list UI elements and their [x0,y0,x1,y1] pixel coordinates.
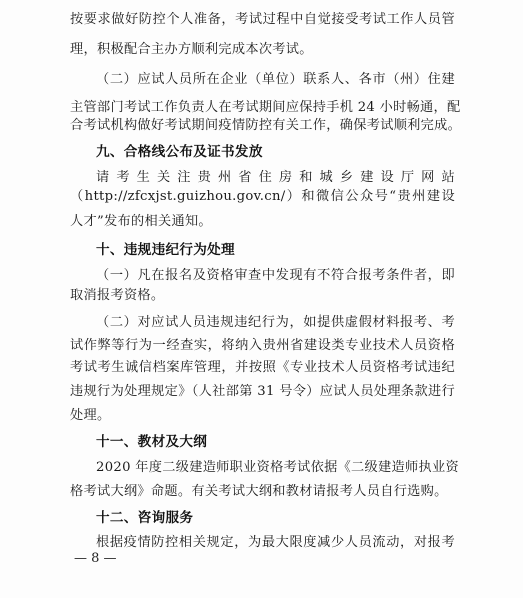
section-heading-10: 十、违规违纪行为处理 [96,242,235,258]
body-line: 根据疫情防控相关规定，为最大限度减少人员流动，对报考 [96,535,455,550]
body-line: （http://zfcxjst.guizhou.gov.cn/）和微信公众号“贵州建设 [70,189,455,204]
body-line: 考试考生诚信档案库管理，并按照《专业技术人员资格考试违纪 [70,360,455,375]
body-line: 试作弊等行为一经查实，将纳入贵州省建设类专业技术人员资格 [70,338,455,353]
body-line: 人才”发布的相关通知。 [70,214,212,229]
section-heading-12: 十二、咨询服务 [96,510,194,526]
body-line: （一）凡在报名及资格审查中发现有不符合报考条件者，即 [96,268,455,283]
body-line: 格考试大纲》命题。有关考试大纲和教材请报考人员自行选购。 [70,484,448,499]
body-line: 违规行为处理规定》（人社部第 31 号令）应试人员处理条款进行 [70,384,455,399]
body-line: 合考试机构做好考试期间疫情防控有关工作，确保考试顺利完成。 [70,118,462,133]
body-line: 理，积极配合主办方顺利完成本次考试。 [70,42,313,57]
body-line: （二）应试人员所在企业（单位）联系人、各市（州）住建 [96,72,455,87]
body-line: 取消报考资格。 [70,288,165,303]
page-number: — 8 — [74,551,117,566]
body-line: （二）对应试人员违规违纪行为，如提供虚假材料报考、考 [96,315,455,330]
section-heading-9: 九、合格线公布及证书发放 [96,144,263,160]
body-line: 2020 年度二级建造师职业资格考试依据《二级建造师执业资 [96,460,459,475]
body-line: 请考生关注贵州省住房和城乡建设厅网站 [96,170,455,185]
body-line: 按要求做好防控个人准备，考试过程中自觉接受考试工作人员管 [70,12,455,27]
body-line: 主管部门考试工作负责人在考试期间应保持手机 24 小时畅通，配 [70,100,461,115]
body-line: 处理。 [70,408,111,423]
section-heading-11: 十一、教材及大纲 [96,434,208,450]
